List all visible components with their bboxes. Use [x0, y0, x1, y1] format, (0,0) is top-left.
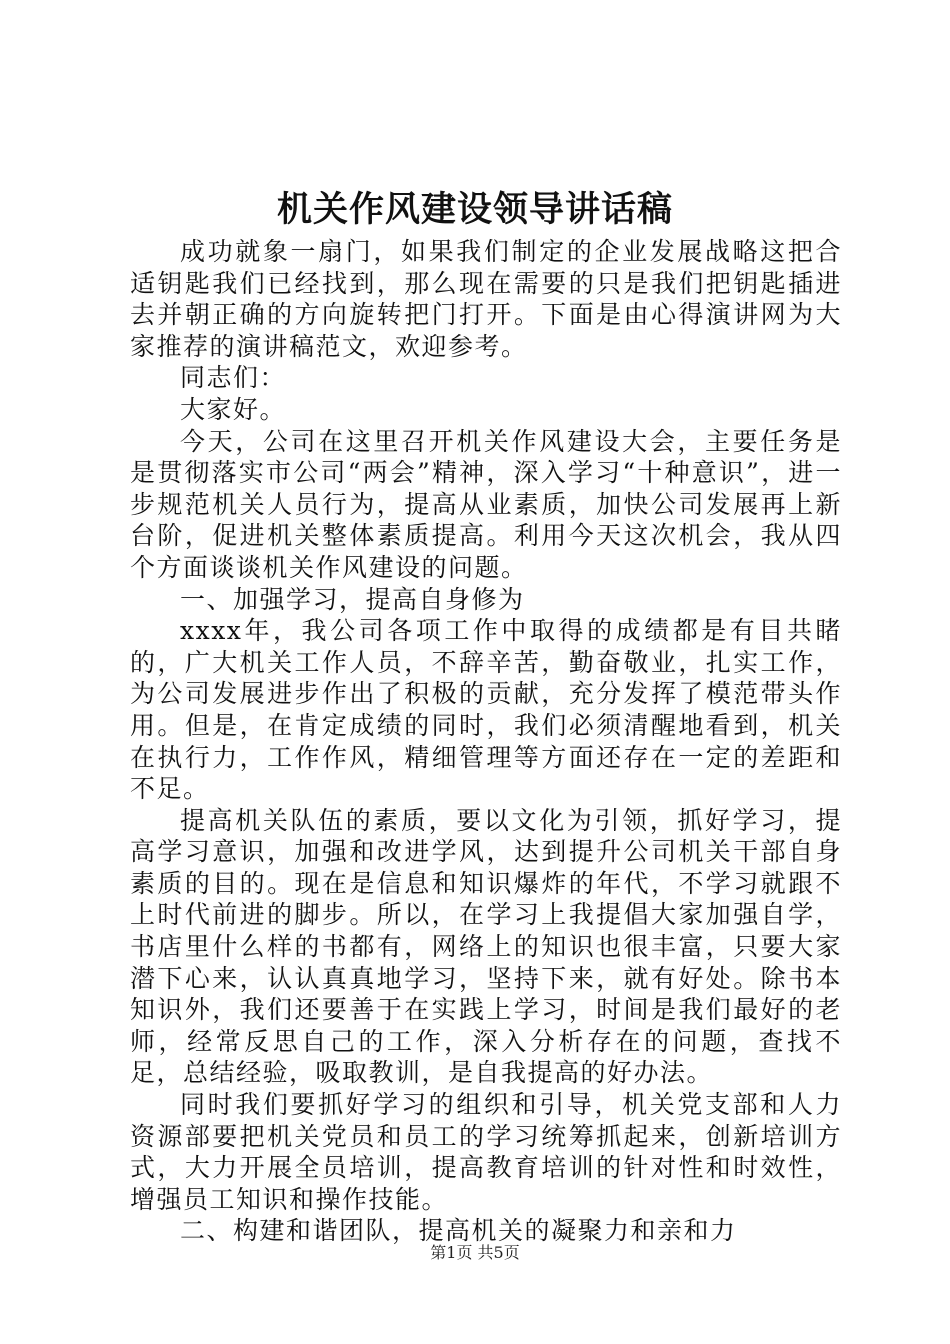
- intro-paragraph: 成功就象一扇门，如果我们制定的企业发展战略这把合适钥匙我们已经找到，那么现在需要的只是我们把钥匙插进去并朝正确的方向旋转把门打开。下面是由心得演讲网为大家推荐的演讲稿范文，欢迎参考。: [130, 237, 842, 361]
- section-heading-1: 一、加强学习，提高自身修为: [180, 584, 525, 614]
- greeting: 大家好。: [180, 394, 287, 424]
- opening-paragraph: 今天，公司在这里召开机关作风建设大会，主要任务是是贯彻落实市公司“两会”精神，深入学习“十种意识”，进一步规范机关人员行为，提高从业素质，加快公司发展再上新台阶，促进机关整体素质提高。利用今天这次机会，我从四个方面谈谈机关作风建设的问题。: [130, 426, 842, 582]
- body-paragraph: xxxx年，我公司各项工作中取得的成绩都是有目共睹的，广大机关工作人员，不辞辛苦，勤奋敬业，扎实工作，为公司发展进步作出了积极的贡献，充分发挥了模范带头作用。但是，在肯定成绩的同时，我们必须清醒地看到，机关在执行力，工作作风，精细管理等方面还存在一定的差距和不足。: [130, 616, 842, 804]
- section-heading-2: 二、构建和谐团队，提高机关的凝聚力和亲和力: [180, 1216, 737, 1246]
- document-title: 机关作风建设领导讲话稿: [276, 189, 673, 230]
- body-paragraph: 提高机关队伍的素质，要以文化为引领，抓好学习，提高学习意识，加强和改进学风，达到提升公司机关干部自身素质的目的。现在是信息和知识爆炸的年代，不学习就跟不上时代前进的脚步。所以，在学习上我提倡大家加强自学，书店里什么样的书都有，网络上的知识也很丰富，只要大家潜下心来，认认真真地学习，坚持下来，就有好处。除书本知识外，我们还要善于在实践上学习，时间是我们最好的老师，经常反思自己的工作，深入分析存在的问题，查找不足，总结经验，吸取教训，是自我提高的好办法。: [130, 805, 842, 1088]
- document-body: [130, 236, 842, 1247]
- body-paragraph: 同时我们要抓好学习的组织和引导，机关党支部和人力资源部要把机关党员和员工的学习统筹抓起来，创新培训方式，大力开展全员培训，提高教育培训的针对性和时效性，增强员工知识和操作技能。: [130, 1090, 842, 1214]
- salutation: 同志们：: [180, 363, 287, 393]
- page-number-footer: 第1页 共5页: [430, 1243, 520, 1262]
